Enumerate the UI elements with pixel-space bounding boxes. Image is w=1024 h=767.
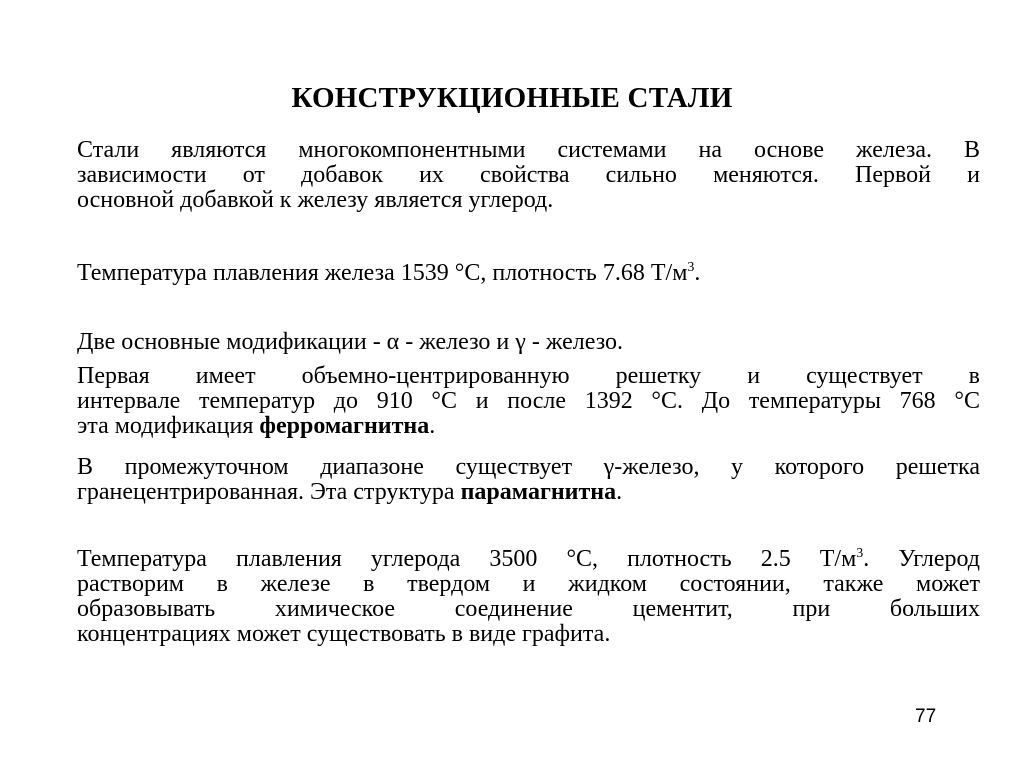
paragraph-iron-melting (77, 261, 980, 286)
paragraph-line: В промежуточном диапазоне существует γ-железо, у которого решетка (77, 454, 980, 480)
paragraph-line: Первая имеет объемно-центрированную решетку и существует в (77, 363, 980, 389)
paragraph-text: Температура плавления углерода 3500 °С, плотность 2.5 Т/м (77, 546, 857, 572)
paragraph-line: растворим в железе в твердом и жидком состоянии, также может (77, 571, 980, 597)
paragraph-line: образовывать химическое соединение цементит, при больших (77, 596, 980, 622)
paragraph-line: Стали являются многокомпонентными системами на основе железа. В (77, 137, 980, 163)
paragraph-modifications (77, 330, 980, 355)
paragraph-steel-intro (77, 138, 980, 213)
paragraph-text: гранецентрированная. Эта структура (77, 479, 461, 505)
page-number: 77 (915, 706, 937, 727)
paragraph-text: Температура плавления железа 1539 °С, плотность 7.68 Т/м (77, 260, 688, 286)
paragraph-text: Две основные модификации - α - железо и γ - железо. (77, 329, 624, 355)
slide-title: КОНСТРУКЦИОННЫЕ СТАЛИ (291, 82, 733, 114)
paragraph-line: основной добавкой к железу является углерод. (77, 187, 554, 213)
superscript: 3 (856, 546, 864, 561)
paragraph-line: концентрациях может существовать в виде графита. (77, 621, 611, 647)
ferromagnetic-term: ферромагнитна (259, 413, 430, 439)
paragraph-text: . Углерод (863, 546, 980, 572)
paramagnetic-term: парамагнитна (460, 479, 617, 505)
paragraph-text-end: . (616, 479, 623, 505)
paragraph-line (77, 480, 980, 505)
superscript: 3 (687, 260, 695, 275)
paragraph-text-end: . (429, 413, 436, 439)
paragraph-line: зависимости от добавок их свойства сильно меняются. Первой и (77, 162, 980, 188)
paragraph-carbon (77, 547, 980, 647)
paragraph-line: интервале температур до 910 °С и после 1392 °С. До температуры 768 °С (77, 388, 980, 414)
paragraph-alpha-iron (77, 364, 980, 439)
paragraph-line (77, 547, 980, 572)
paragraph-line (77, 414, 980, 439)
paragraph-text: эта модификация (77, 413, 260, 439)
paragraph-text-end: . (694, 260, 701, 286)
paragraph-gamma-iron (77, 455, 980, 505)
